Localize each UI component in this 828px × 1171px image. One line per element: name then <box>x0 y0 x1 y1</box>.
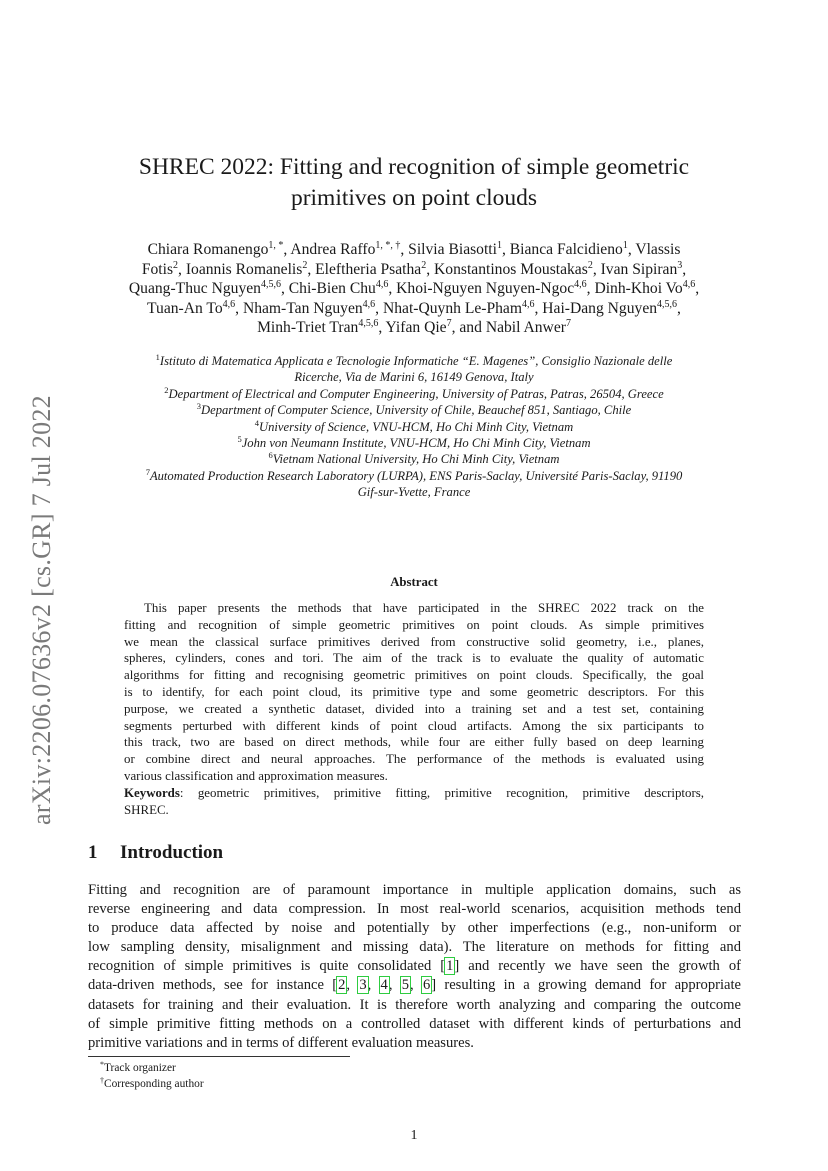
paragraph-line: primitive variations and in terms of different evaluation measures. <box>88 1034 474 1051</box>
section-number: 1 <box>88 842 98 863</box>
abstract-line: or combine direct and neural approaches. The performance of the methods is evaluated using <box>124 752 704 767</box>
affiliation-number: 2 <box>164 384 169 395</box>
author-name: Hai-Dang Nguyen <box>542 299 658 317</box>
abstract-line: this track, two are based on direct methods, while four are either fully based on deep learning <box>124 735 704 750</box>
citation-link[interactable]: 4 <box>380 977 388 994</box>
abstract-line: various classification and approximation measures. <box>124 768 388 783</box>
author-affiliation-mark: 2 <box>173 259 179 271</box>
author-name: Nhat-Quynh Le-Pham <box>382 299 522 317</box>
footnote-mark: * <box>100 1060 104 1069</box>
citation-link[interactable]: 5 <box>401 977 410 994</box>
author-affiliation-mark: 2 <box>587 259 593 271</box>
page-number: 1 <box>410 1128 418 1143</box>
author-affiliation-mark: 1 <box>622 240 628 251</box>
author-affiliation-mark: 4,6 <box>362 298 376 310</box>
author-affiliation-mark: 2 <box>421 259 427 271</box>
abstract-body <box>124 600 704 818</box>
author-name: Silvia Biasotti <box>408 241 497 258</box>
author-name: Dinh-Khoi Vo <box>594 280 683 297</box>
citation-link[interactable]: 3 <box>359 977 367 994</box>
author-name: Ivan Sipiran <box>600 260 678 278</box>
author-name: Chi-Bien Chu <box>288 280 376 297</box>
keywords-label: Keywords <box>124 785 180 800</box>
abstract-line: fitting and recognition of simple geometric primitives on point clouds. As simple primitives <box>124 617 704 632</box>
author-name: Nabil Anwer <box>485 319 566 336</box>
affiliation-text: Vietnam National University, Ho Chi Minh City, Vietnam <box>272 452 560 467</box>
author-name: Minh-Triet Tran <box>257 319 359 336</box>
citation-link[interactable]: 2 <box>338 977 346 994</box>
paragraph-line: to produce data affected by noise and potentially by other imperfections (e.g., non-uniform or <box>88 920 741 937</box>
title-line-2: primitives on point clouds <box>290 185 538 211</box>
author-affiliation-mark: 4,6 <box>682 279 696 290</box>
author-name: Ioannis Romanelis <box>185 260 303 278</box>
author-affiliation-mark: 4,5,6 <box>358 318 379 329</box>
author-affiliation-mark: 4,6 <box>574 279 587 290</box>
affiliation-number: 5 <box>237 434 242 445</box>
author-name: Quang-Thuc Nguyen <box>128 280 261 297</box>
affiliation-number: 3 <box>196 401 202 412</box>
author-affiliation-mark: 7 <box>446 318 452 329</box>
affiliation-text-line-2: Gif-sur-Yvette, France <box>357 485 471 500</box>
footnotes <box>100 1060 204 1092</box>
author-name: Khoi-Nguyen Nguyen-Ngoc <box>396 280 575 297</box>
title-line-1: SHREC 2022: Fitting and recognition of simple geometric <box>138 154 690 180</box>
footnote-mark: † <box>100 1076 104 1085</box>
section-title: Introduction <box>120 842 224 863</box>
arxiv-identifier-stamp <box>12 380 72 840</box>
author-affiliation-mark: 4,5,6 <box>260 279 281 290</box>
author-affiliation-mark: 4,6 <box>222 298 236 310</box>
paragraph-line: Fitting and recognition are of paramount importance in multiple application domains, such as <box>88 882 741 898</box>
author-affiliation-mark: 4,6 <box>375 279 389 290</box>
abstract-heading: Abstract <box>390 575 438 589</box>
citation-link[interactable]: 6 <box>422 977 431 994</box>
footnote <box>100 1060 204 1076</box>
affiliation-list <box>80 353 748 501</box>
abstract-line: algorithms for fitting and recognising geometric primitives on point clouds. Specifically, the goal <box>124 668 704 683</box>
paragraph-line: reverse engineering and data compression. In most real-world scenarios, acquisition methods tend <box>88 901 741 918</box>
footnote <box>100 1076 204 1092</box>
footnote-text: Track organizer <box>104 1062 176 1074</box>
affiliation-text: Department of Electrical and Computer Engineering, University of Patras, Patras, 26504, Greece <box>168 386 664 401</box>
author-affiliation-mark: 1, * <box>268 240 284 251</box>
author-name: Eleftheria Psatha <box>315 260 422 278</box>
introduction-paragraph <box>88 881 741 1053</box>
affiliation-text: University of Science, VNU-HCM, Ho Chi Minh City, Vietnam <box>259 419 574 434</box>
abstract-line: is to identify, for each point cloud, its primitive type and some geometric descriptors. For this <box>124 684 704 699</box>
author-affiliation-mark: 4,6 <box>521 298 535 310</box>
author-name: Yifan Qie <box>385 319 447 336</box>
author-name: Konstantinos Moustakas <box>434 260 588 278</box>
author-name: Bianca Falcidieno <box>509 241 623 258</box>
affiliation-number: 7 <box>145 466 150 477</box>
keywords-line: SHREC. <box>124 802 169 817</box>
affiliation-text: John von Neumann Institute, VNU-HCM, Ho Chi Minh City, Vietnam <box>241 436 591 451</box>
author-name-part: Vlassis <box>635 241 681 258</box>
author-affiliation-mark: 1, *, † <box>375 240 401 251</box>
paragraph-line: recognition of simple primitives is quite consolidated [1] and recently we have seen the growth of <box>88 958 741 975</box>
affiliation-text-line-2: Ricerche, Via de Marini 6, 16149 Genova, Italy <box>294 370 534 385</box>
affiliation-number: 6 <box>268 450 273 461</box>
paragraph-line: of simple primitive fitting methods on a controlled dataset with different kinds of perturbations and <box>88 1015 741 1032</box>
author-name-part: Fotis <box>141 260 174 278</box>
paragraph-line: low sampling density, misalignment and missing data). The literature on methods for fitting and <box>88 939 741 956</box>
paragraph-line: data-driven methods, see for instance [2, 3, 4, 5, 6] resulting in a growing demand for appropriate <box>88 977 742 994</box>
abstract-line: we mean the classical surface primitives derived from constructive solid geometry, i.e., planes, <box>124 634 704 649</box>
affiliation-number: 4 <box>254 417 260 428</box>
author-affiliation-mark: 3 <box>677 259 683 271</box>
abstract-line: segments perturbed with different kinds of point cloud artifacts. Among the six participants to <box>124 718 704 733</box>
citation-link[interactable]: 1 <box>446 958 454 975</box>
author-affiliation-mark: 7 <box>565 318 571 329</box>
abstract-line: spheres, cylinders, cones and tori. The aim of the track is to evaluate the quality of automatic <box>124 651 704 666</box>
abstract-line: This paper presents the methods that have participated in the SHREC 2022 track on the <box>144 601 704 615</box>
arxiv-identifier-text: arXiv:2206.07636v2 [cs.GR] 7 Jul 2022 <box>27 395 56 825</box>
footnote-divider <box>88 1056 350 1057</box>
affiliation-number: 1 <box>155 352 160 362</box>
author-name: Tuan-An To <box>147 299 223 317</box>
keywords-line: Keywords: geometric primitives, primitive fitting, primitive recognition, primitive descriptors, <box>124 785 704 800</box>
section-heading <box>88 842 223 864</box>
author-name: Andrea Raffo <box>290 241 376 258</box>
paper-title <box>100 152 728 214</box>
author-list: Chiara Romanengo$^{1, *}$, Andrea Raffo$^{1, *, \dagger}$, Silvia Biasotti$^1$, Bianca Falcidieno$^1$, Vlassis Fotis$^2$, Ioannis Romanelis$^2$, Eleftheria Psatha$^2$, Konstantinos Moustakas$^2$, Ivan Sipiran$^3$, Quang-Thuc Nguyen$^{4,5,6}$, Chi-Bien Chu$^{4,6}$, Khoi-Nguyen Nguyen-Ngoc$^{4,6}$, Dinh-Khoi Vo$^{4,6}$, Tuan-An To$^{4,6}$, Nham-Tan Nguyen$^{4,6}$, Nhat-Quynh Le-Pham$^{4,6}$, Hai-Dang Nguyen$^{4,5,6}$, Minh-Triet Tran$^{4,5,6}$, Yifan Qie$^7$, and Nabil Anwer$^7$ <box>128 240 700 336</box>
paragraph-line: datasets for training and their evaluation. It is therefore worth analyzing and comparing the outcome <box>88 996 741 1013</box>
author-name: Nham-Tan Nguyen <box>242 299 363 317</box>
affiliation-text-line-1: Istituto di Matematica Applicata e Tecnologie Informatiche “E. Magenes”, Consiglio Nazionale delle <box>159 354 673 368</box>
footnote-text: Corresponding author <box>104 1078 204 1090</box>
affiliation-text-line-1: Automated Production Research Laboratory (LURPA), ENS Paris-Saclay, Université Paris-Saclay, 91190 <box>149 468 683 483</box>
author-affiliation-mark: 4,5,6 <box>657 298 678 310</box>
author-name: Chiara Romanengo <box>147 241 269 258</box>
affiliation-text: Department of Computer Science, University of Chile, Beauchef 851, Santiago, Chile <box>201 403 632 418</box>
author-affiliation-mark: 2 <box>302 259 308 271</box>
author-affiliation-mark: 1 <box>496 240 502 251</box>
abstract-line: purpose, we created a synthetic dataset, divided into a training set and a test set, containing <box>124 701 704 716</box>
